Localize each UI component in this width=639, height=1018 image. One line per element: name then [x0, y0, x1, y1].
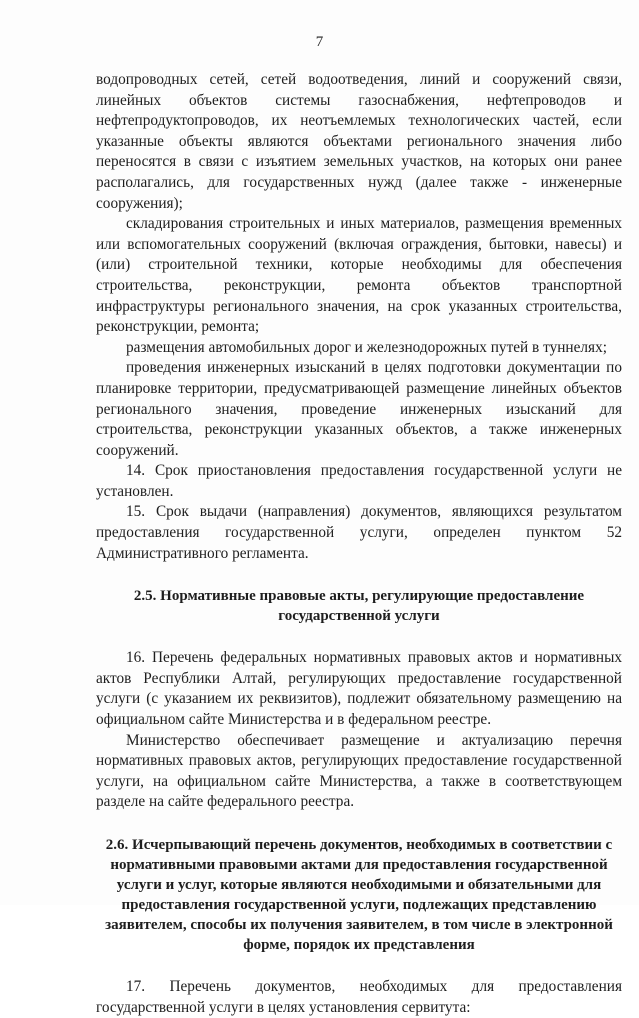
paragraph-14: 14. Срок приостановления предоставления государственной услуги не установлен. [96, 462, 622, 500]
section-heading-2-6: 2.6. Исчерпывающий перечень документов, необходимых в соответствии с нормативными правовыми актами для предоставления государственной услуги и услуг, которые являются необходимыми и обязательными для предоставления государственной услуги, подлежащих представлению заявителем, способы их получения заявителем, в том числе в электронной форме, порядок их представления [105, 837, 613, 953]
document-body [96, 70, 622, 1018]
paragraph-17: 17. Перечень документов, необходимых для предоставления государственной услуги в целях установления сервитута: [96, 978, 622, 1016]
section-heading-2-5: 2.5. Нормативные правовые акты, регулирующие предоставление государственной услуги [133, 588, 585, 625]
paragraph-ministry: Министерство обеспечивает размещение и актуализацию перечня нормативных правовых актов, регулирующих предоставление государственной услуги, на официальном сайте Министерства, а также в соответствующем разделе на сайте федерального реестра. [96, 731, 622, 811]
paragraph-15: 15. Срок выдачи (направления) документов, являющихся результатом предоставления государственной услуги, определен пунктом 52 Административного регламента. [96, 503, 622, 562]
paragraph-surveys: проведения инженерных изысканий в целях подготовки документации по планировке территории, предусматривающей размещение линейных объектов регионального значения, проведение инженерных изысканий для строительства, реконструкции указанных объектов, а также инженерных сооружений. [96, 359, 622, 459]
paragraph-continued: водопроводных сетей, сетей водоотведения, линий и сооружений связи, линейных объектов системы газоснабжения, нефтепроводов и нефтепродуктопроводов, их неотъемлемых технологических частей, если указанные объекты являются объектами регионального значения либо переносятся в связи с изъятием земельных участков, на которых они ранее располагались, для государственных нужд (далее также - инженерные сооружения); [96, 71, 622, 212]
page-number: 7 [315, 34, 324, 50]
paragraph-storage: складирования строительных и иных материалов, размещения временных или вспомогательных сооружений (включая ограждения, бытовки, навесы) и (или) строительной техники, которые необходимы для обеспечения строительства, реконструкции, ремонта объектов транспортной инфраструктуры регионального значения, на срок указанных строительства, реконструкции, ремонта; [96, 215, 622, 336]
paragraph-16: 16. Перечень федеральных нормативных правовых актов и нормативных актов Республики Алтай, регулирующих предоставление государственной услуги (с указанием их реквизитов), подлежит обязательному размещению на официальном сайте Министерства и в федеральном реестре. [96, 649, 622, 729]
paragraph-tunnels: размещения автомобильных дорог и железнодорожных путей в туннелях; [126, 338, 607, 356]
